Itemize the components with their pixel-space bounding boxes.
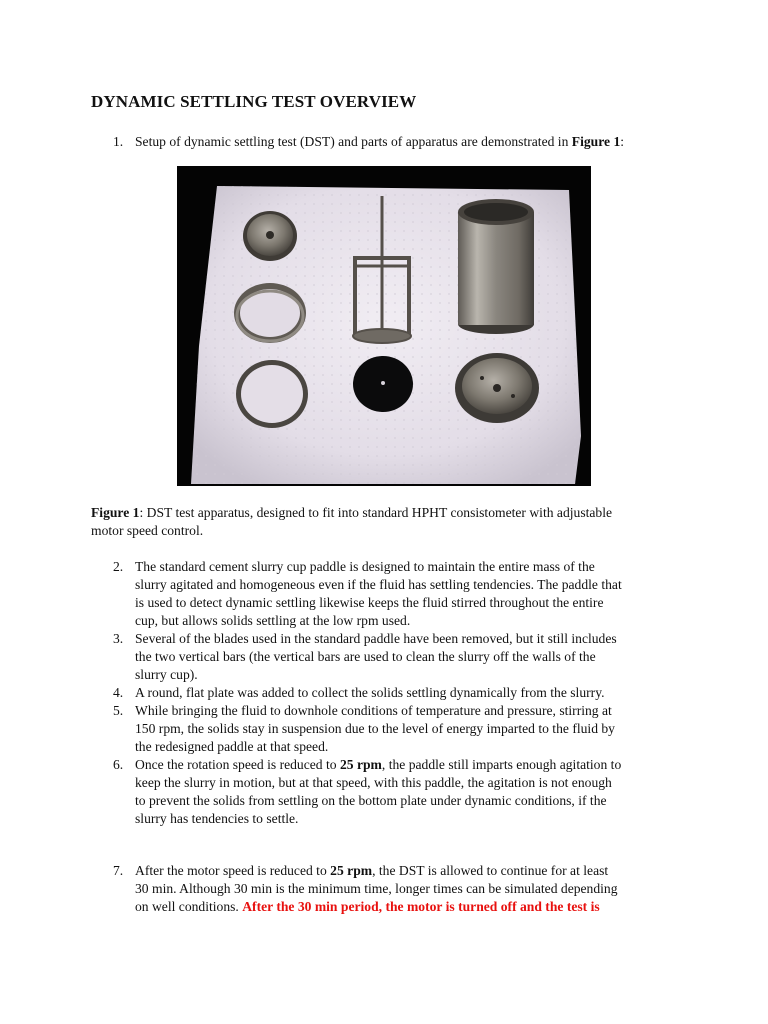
- document-title: DYNAMIC SETTLING TEST OVERVIEW: [91, 92, 417, 111]
- list-item-1: [113, 133, 683, 151]
- list-item-5: [113, 702, 683, 756]
- list-item-2: [113, 558, 683, 630]
- list-item-3: [113, 630, 683, 684]
- list-text: [135, 133, 683, 151]
- text-run: Once the rotation speed is reduced to: [135, 757, 340, 772]
- list-number: 3.: [113, 631, 124, 646]
- text-run: , the DST is allowed to continue for at least: [372, 863, 609, 878]
- list-text: Once the rotation speed is reduced to 25 rpm, the paddle still imparts enough agitation to keep the slurry in motion, but at that speed, with this paddle, the agitation is not enough to prevent the solids from settling on the bottom plate under dynamic conditions, if the slurry has tendencies to settle.: [135, 757, 622, 826]
- list-text: After the motor speed is reduced to 25 rpm, the DST is allowed to continue for at least 30 min. Although 30 min is the minimum time, longer times can be simulated depending on well conditions. After the 30 min period, the motor is turned off and the test is: [135, 863, 618, 914]
- list-text: The standard cement slurry cup paddle is designed to maintain the entire mass of the slurry agitated and homogeneous even if the fluid has settling tendencies. The paddle that is used to detect dynamic settling likewise keeps the fluid stirred throughout the entire cup, but allows solids settling at the low rpm used.: [135, 559, 622, 628]
- caption-text-line2: motor speed control.: [91, 523, 204, 538]
- list-item-6: [113, 756, 683, 828]
- figure-caption: [91, 504, 691, 540]
- text-run: After the motor speed is reduced to: [135, 863, 331, 878]
- text-run: Setup of dynamic settling test (DST) and parts of apparatus are demonstrated in: [135, 134, 572, 149]
- small-disc: [243, 211, 297, 261]
- text-run: on well conditions.: [135, 899, 243, 914]
- caption-text: : DST test apparatus, designed to fit into standard HPHT consistometer with adjustable: [139, 505, 613, 520]
- slurry-cup: [458, 199, 534, 334]
- black-plate: [353, 356, 413, 412]
- text-run: :: [620, 134, 625, 149]
- list-item-7: [113, 862, 683, 916]
- red-emphasis: After the 30 min period, the motor is turned off and the test is: [242, 899, 600, 914]
- list-number: 5.: [113, 703, 124, 718]
- speed-emphasis: 25 rpm: [339, 757, 382, 772]
- figure-reference: Figure 1: [571, 134, 621, 149]
- speed-emphasis: 25 rpm: [330, 863, 373, 878]
- list-text: A round, flat plate was added to collect the solids settling dynamically from the slurry.: [135, 685, 605, 700]
- apparatus-photo: [177, 166, 591, 486]
- list-number: 2.: [113, 559, 124, 574]
- list-text: While bringing the fluid to downhole conditions of temperature and pressure, stirring at 150 rpm, the solids stay in suspension due to the level of energy imparted to the fluid by the redesigned paddle at that speed.: [135, 703, 615, 754]
- list-item-4: [113, 684, 683, 702]
- list-number: 1.: [113, 134, 124, 149]
- caption-label: Figure 1: [91, 505, 140, 520]
- metal-ring-top: [234, 283, 306, 343]
- cup-cap: [455, 353, 539, 423]
- list-number: 7.: [113, 863, 124, 878]
- text-run: , the paddle still imparts enough agitation to: [381, 757, 622, 772]
- list-number: 6.: [113, 757, 124, 772]
- list-text: Several of the blades used in the standard paddle have been removed, but it still includes the two vertical bars (the vertical bars are used to clean the slurry off the walls of the slurry cup).: [135, 631, 617, 682]
- list-number: 4.: [113, 685, 124, 700]
- metal-ring-bottom: [236, 360, 308, 428]
